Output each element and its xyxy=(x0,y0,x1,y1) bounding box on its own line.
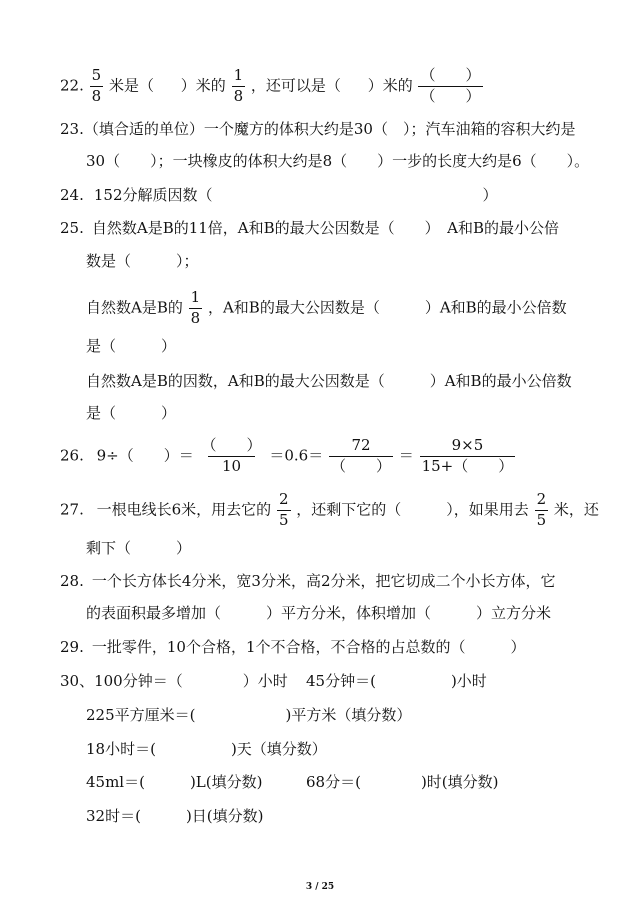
question-28: 28. 一个长方体长4分米，宽3分米，高2分米，把它切成二个小长方体，它 xyxy=(60,572,556,590)
question-29: 29. 一批零件，10个合格，1个不合格，不合格的占总数的（ ） xyxy=(60,638,526,656)
fraction: $\frac{1}{8}$ xyxy=(190,288,201,327)
fraction-blank: $\frac{( )}{( )}$ xyxy=(420,66,481,105)
fraction: $\frac{5}{8}$ xyxy=(91,66,102,105)
question-22: 22. $\frac{5}{8}$ 米是（ ）米的 $\frac{1}{8}$ ，还可以是（ ）米的 $\frac{( )}{( )}$ xyxy=(60,66,481,105)
question-30-line-4-b: 68分＝( )时(填分数) xyxy=(306,773,499,791)
question-30-item-b: 45分钟＝( )小时 xyxy=(306,672,487,690)
question-25: 25. 自然数A是B的11倍，A和B的最大公因数是（ ） A和B的最小公倍 xyxy=(60,219,560,237)
question-25-line-2: 数是（ ）； xyxy=(86,252,199,270)
question-24: 24. 152分解质因数（ ） xyxy=(60,186,498,204)
question-23: 23.（填合适的单位）一个魔方的体积大约是30（ ）；汽车油箱的容积大约是 xyxy=(60,120,576,138)
question-26: 26. 9÷（ ）＝ $\frac{( )}{10}$ ＝0.6＝ $\frac{72}{( )}$ ＝ $\frac{9\times 5}{15+( )}$ xyxy=(60,436,514,475)
question-23-line-2: 30（ ）；一块橡皮的体积大约是8（ ）一步的长度大约是6（ ）。 xyxy=(86,152,590,170)
question-25-line-4: 是（ ） xyxy=(86,337,177,355)
question-27-line-2: 剩下（ ） xyxy=(86,539,192,557)
question-number: 22. xyxy=(60,76,84,95)
fraction-blank: $\frac{72}{( )}$ xyxy=(330,436,391,475)
question-30-line-4: 45ml＝( )L(填分数) xyxy=(86,773,263,791)
question-28-line-2: 的表面积最多增加（ ）平方分米，体积增加（ ）立方分米 xyxy=(86,604,552,622)
page-number: 3 / 25 xyxy=(305,882,335,892)
question-30-line-5: 32时＝( )日(填分数) xyxy=(86,807,264,825)
question-30-line-3: 18小时＝( )天（填分数） xyxy=(86,740,327,758)
fraction: $\frac{2}{5}$ xyxy=(536,490,547,529)
question-27: 27. 一根电线长6米，用去它的 $\frac{2}{5}$ ，还剩下它的（ ），如果用去 $\frac{2}{5}$ 米，还 xyxy=(60,490,599,529)
question-25-line-6: 是（ ） xyxy=(86,404,177,422)
question-30: 30、100分钟＝（ ）小时 xyxy=(60,672,288,690)
question-25-line-5: 自然数A是B的因数，A和B的最大公因数是（ ）A和B的最小公倍数 xyxy=(86,372,572,390)
fraction-blank: $\frac{( )}{10}$ xyxy=(201,436,262,475)
question-30-line-2: 225平方厘米＝( )平方米（填分数） xyxy=(86,706,412,724)
fraction-blank: $\frac{9\times 5}{15+( )}$ xyxy=(421,436,514,475)
question-25-line-3: 自然数A是B的 $\frac{1}{8}$ ，A和B的最大公因数是（ ）A和B的最小公倍数 xyxy=(86,288,567,327)
fraction: $\frac{2}{5}$ xyxy=(278,490,289,529)
fraction: $\frac{1}{8}$ xyxy=(233,66,244,105)
